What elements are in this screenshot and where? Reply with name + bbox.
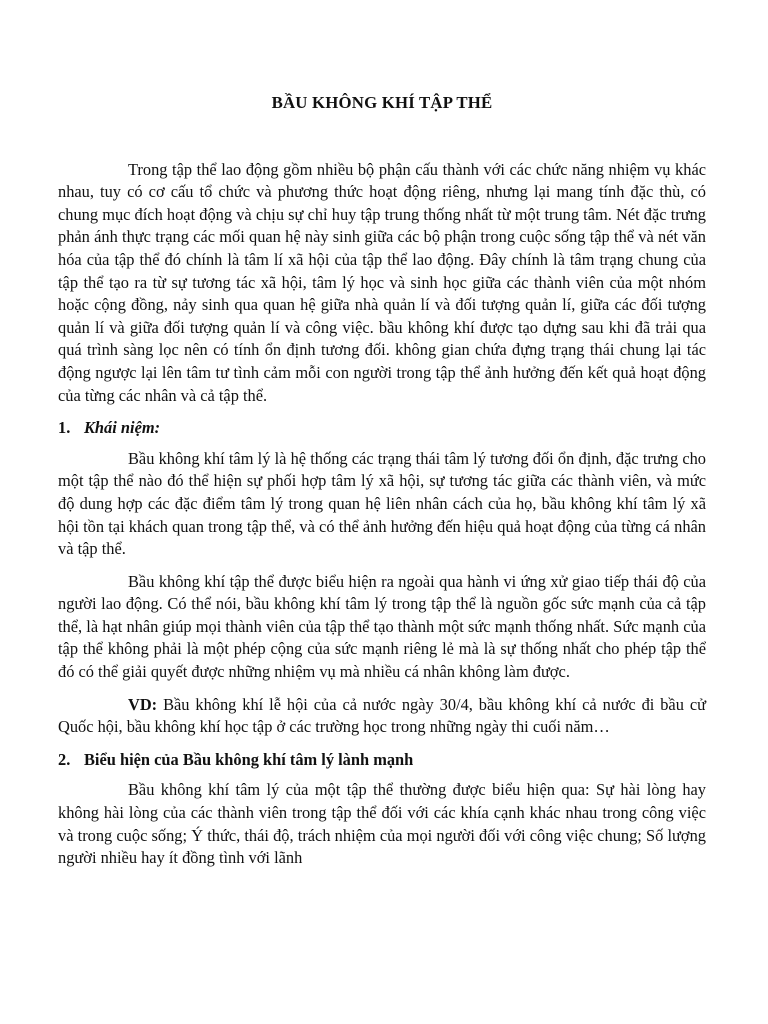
section-number: 1. bbox=[58, 418, 71, 438]
section-number: 2. bbox=[58, 749, 71, 769]
document-title: BẦU KHÔNG KHÍ TẬP THỂ bbox=[271, 93, 493, 112]
example-text: Bầu không khí lễ hội của cả nước ngày 30/4, bầu không khí cả nước đi bầu cử Quốc hội, bầu không khí học tập ở các trường học trong những ngày thi cuối năm… bbox=[58, 694, 706, 737]
example-paragraph bbox=[58, 694, 706, 739]
section-title: Khái niệm: bbox=[84, 418, 161, 438]
section-heading-1 bbox=[58, 417, 706, 440]
section-1-paragraph-2: Bầu không khí tập thể được biểu hiện ra ngoài qua hành vi ứng xử giao tiếp thái độ của người lao động. Có thể nói, bầu không khí tâm lý trong tập thể là nguồn gốc sức mạnh của cả tập thể, là hạt nhân giúp mọi thành viên của tập thể tạo thành một sức mạnh thống nhất. Sức mạnh của tập thể không phải là một phép cộng của sức mạnh riêng lẻ mà là sự thống nhất cho phép tập thể đó có thể giải quyết được những nhiệm vụ mà nhiều cá nhân không làm được. bbox=[58, 571, 706, 682]
example-label: VD: bbox=[128, 694, 158, 714]
section-title: Biểu hiện của Bầu không khí tâm lý lành mạnh bbox=[84, 749, 414, 769]
section-1-paragraph-1: Bầu không khí tâm lý là hệ thống các trạng thái tâm lý tương đối ổn định, đặc trưng cho một tập thể nào đó thể hiện sự phối hợp tâm lý xã hội, sự tương tác giữa các thành viên, và mức độ dung hợp các đặc điểm tâm lý trong quan hệ liên nhân cách của họ, bầu không khí tâm lý xã hội tồn tại khách quan trong tập thể, và có thể ảnh hưởng đến hiệu quả hoạt động của từng cá nhân và tập thể. bbox=[58, 448, 706, 559]
section-heading-2 bbox=[58, 749, 706, 772]
intro-paragraph: Trong tập thể lao động gồm nhiều bộ phận cấu thành với các chức năng nhiệm vụ khác nhau, tuy có cơ cấu tổ chức và phương thức hoạt động riêng, nhưng lại mang tính đặc thù, có chung mục đích hoạt động và chịu sự chỉ huy tập trung thống nhất từ một trung tâm. Nét đặc trưng phản ánh thực trạng các mối quan hệ này sinh giữa các bộ phận trong cuộc sống tập thể và nét văn hóa của tập thể đó chính là tâm lí xã hội của tập thể lao động. Đây chính là tâm trạng chung của tập thể tạo ra từ sự tương tác xã hội, tâm lý học và sinh học giữa các thành viên của một nhóm hoặc cộng đồng, nảy sinh qua quan hệ giữa nhà quản lí và đối tượng quản lí, giữa các đối tượng quản lí và giữa đối tượng quản lí và công việc. bầu không khí được tạo dựng sau khi đã trải qua quá trình sàng lọc nên có tính ổn định tương đối. không gian chứa đựng trạng thái chung lại tác động ngược lại lên tâm tư tình cảm mỗi con người trong tập thể ảnh hưởng đến kết quả hoạt động của từng các nhân và cả tập thể. bbox=[58, 159, 706, 405]
section-2-paragraph-1: Bầu không khí tâm lý của một tập thể thường được biểu hiện qua: Sự hài lòng hay không hài lòng của các thành viên trong tập thể đối với các khía cạnh khác nhau trong công việc và trong cuộc sống; Ý thức, thái độ, trách nhiệm của mọi người đối với công việc chung; Số lượng người nhiều hay ít đồng tình với lãnh bbox=[58, 780, 706, 868]
